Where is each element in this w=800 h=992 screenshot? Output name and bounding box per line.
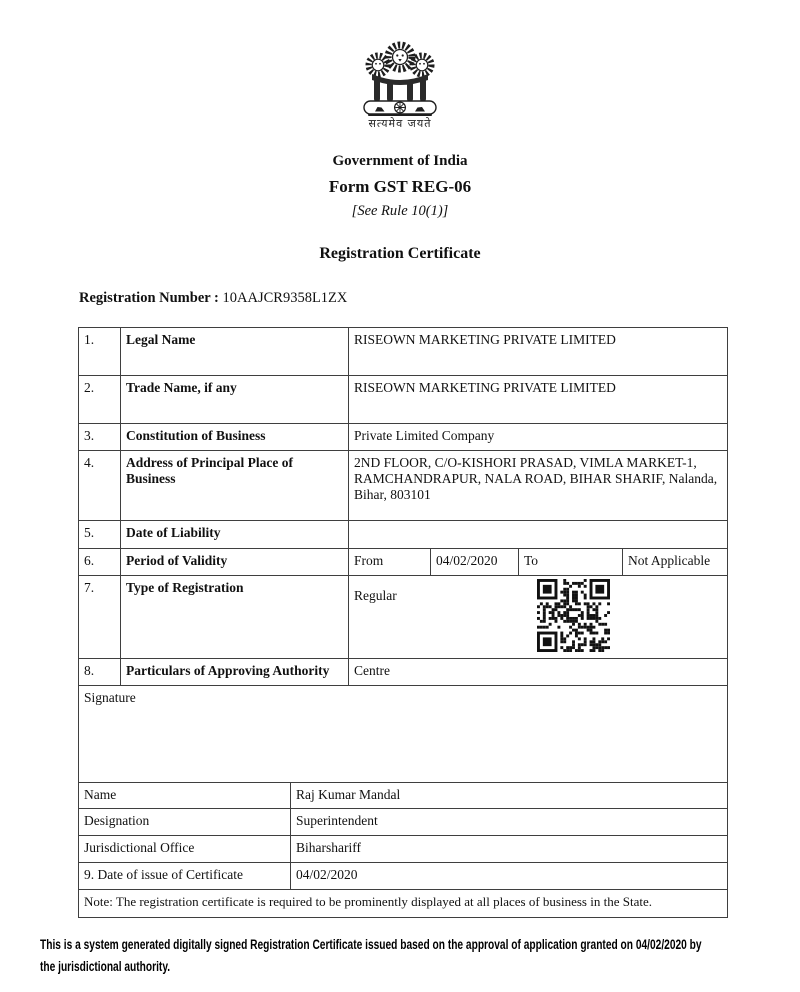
row-label: Constitution of Business [121, 424, 349, 450]
emblem-of-india-icon [0, 38, 800, 121]
validity-from-label: From [349, 549, 431, 575]
table-row-type-of-registration [79, 576, 727, 659]
footer-line: This is a system generated digitally signed Registration Certificate issued based on the approval of application granted on 04/02/2020 by [40, 937, 702, 952]
motto-text: सत्यमेव जयते [368, 117, 432, 130]
officer-row-value: Biharshariff [296, 840, 361, 855]
footer-line: the jurisdictional authority. [40, 959, 171, 974]
row-value: 2ND FLOOR, C/O-KISHORI PRASAD, VIMLA MARKET-1, RAMCHANDRAPUR, NALA ROAD, BIHAR SHARIF, Nalanda, Bihar, 803101 [354, 455, 718, 502]
row-number: 4. [79, 451, 121, 520]
table-row-officer-name [79, 783, 727, 809]
qr-code-icon [537, 579, 610, 652]
row-label: Address of Principal Place of Business [121, 451, 349, 520]
table-row-jurisdictional-office [79, 836, 727, 863]
row-value: Centre [354, 663, 390, 678]
officer-row-label: Jurisdictional Office [79, 836, 291, 862]
officer-row-label: Designation [79, 809, 291, 835]
table-row-approving-authority [79, 659, 727, 686]
note-text: Note: The registration certificate is required to be prominently displayed at all places of business in the State. [84, 894, 652, 909]
row-label: Type of Registration [121, 576, 349, 658]
row-number: 5. [79, 521, 121, 548]
validity-from-value: 04/02/2020 [431, 549, 519, 575]
row-value: RISEOWN MARKETING PRIVATE LIMITED [354, 380, 616, 395]
table-row-legal-name [79, 328, 727, 376]
registration-number-value: 10AAJCR9358L1ZX [222, 290, 348, 306]
certificate-table [78, 327, 728, 918]
certificate-title: Registration Certificate [319, 245, 481, 262]
row-label: Legal Name [121, 328, 349, 375]
row-label: Particulars of Approving Authority [121, 659, 349, 685]
row-label: Date of Liability [121, 521, 349, 548]
table-row-period-of-validity [79, 549, 727, 576]
row-number: 8. [79, 659, 121, 685]
row-value [349, 576, 727, 658]
signature-label: Signature [84, 690, 136, 705]
table-row-date-of-issue [79, 863, 727, 890]
officer-row-value: 04/02/2020 [296, 867, 358, 882]
officer-row-label: Name [79, 783, 291, 808]
table-row-officer-designation [79, 809, 727, 836]
officer-row-value: Superintendent [296, 813, 378, 828]
table-row-signature [79, 686, 727, 783]
table-row-address [79, 451, 727, 521]
officer-row-label: 9. Date of issue of Certificate [79, 863, 291, 889]
row-number: 7. [79, 576, 121, 658]
table-row-trade-name [79, 376, 727, 424]
row-value: Private Limited Company [354, 428, 495, 443]
registration-type-value: Regular [354, 588, 397, 603]
table-row-note [79, 890, 727, 917]
row-value [349, 521, 727, 548]
row-number: 1. [79, 328, 121, 375]
table-row-date-of-liability [79, 521, 727, 549]
row-number: 6. [79, 549, 121, 575]
row-number: 2. [79, 376, 121, 423]
footer-statement [40, 934, 780, 978]
officer-row-value: Raj Kumar Mandal [296, 787, 401, 802]
form-title: Form GST REG-06 [328, 177, 472, 196]
validity-to-value: Not Applicable [628, 553, 711, 568]
registration-number-label: Registration Number : [79, 290, 219, 306]
government-title: Government of India [332, 153, 468, 169]
row-label: Trade Name, if any [121, 376, 349, 423]
table-row-constitution [79, 424, 727, 451]
validity-to-label: To [519, 549, 623, 575]
row-value: RISEOWN MARKETING PRIVATE LIMITED [354, 332, 616, 347]
row-label: Period of Validity [121, 549, 349, 575]
registration-number-line [79, 290, 347, 307]
rule-reference: [See Rule 10(1)] [351, 203, 449, 219]
row-number: 3. [79, 424, 121, 450]
